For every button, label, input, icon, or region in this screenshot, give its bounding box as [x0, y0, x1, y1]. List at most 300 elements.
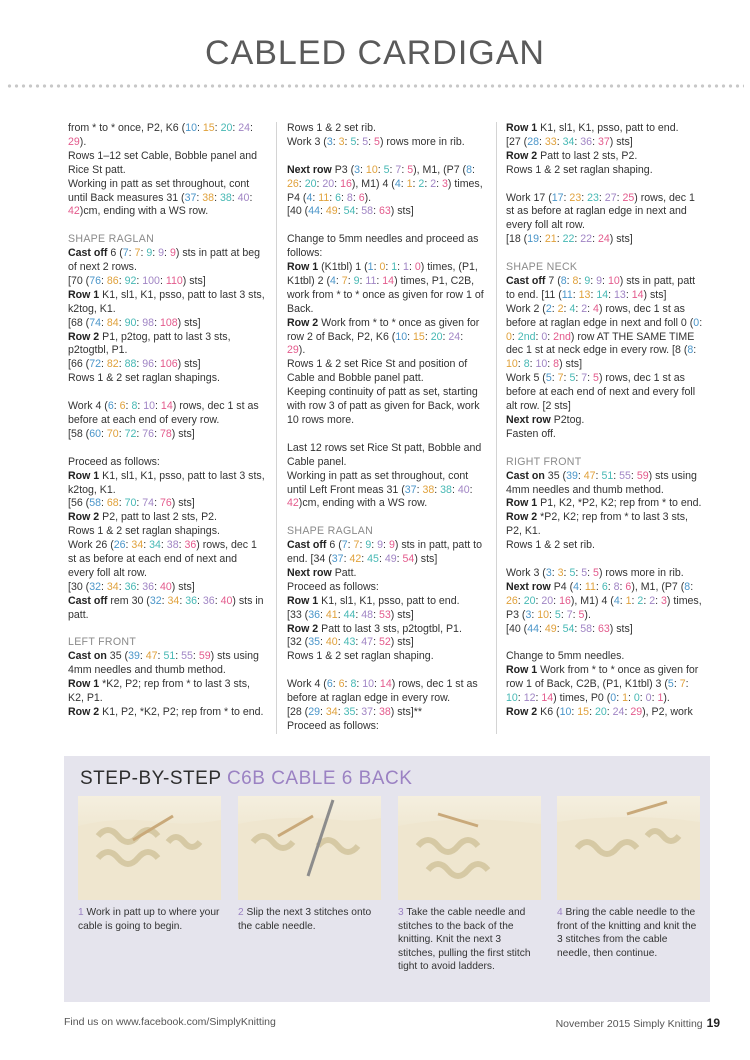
pattern-paragraph: Next row P3 (3: 10: 5: 7: 5), M1, (P7 (8: 26: 20: 20: 16), M1) 4 (4: 1: 2: 2: 3) times, P4 (4: 11: 6: 8: 6). [40 (44: 49: 54: 58: 63) sts] [287, 163, 483, 218]
size-value: 5 [350, 135, 357, 148]
size-value: 7 [566, 608, 573, 621]
size-value: 14 [596, 288, 609, 301]
size-value: 5 [667, 678, 674, 691]
size-value: 15 [577, 705, 590, 718]
size-value: 26 [113, 539, 126, 552]
size-value: 1 [367, 261, 374, 274]
page-title: CABLED CARDIGAN [205, 34, 545, 72]
size-value: 36 [184, 539, 197, 552]
section-heading: RIGHT FRONT [506, 455, 582, 468]
size-value: 2 [430, 177, 437, 190]
size-value: 70 [124, 497, 137, 510]
size-value: 26 [506, 594, 518, 607]
size-value: 2nd [517, 330, 536, 343]
size-value: 35 [308, 636, 320, 649]
bold-label: Row 2 [506, 149, 538, 162]
size-value: 10 [143, 400, 156, 413]
bold-label: Row 1 [506, 664, 538, 677]
size-value: 9 [365, 539, 372, 552]
size-value: 1 [625, 594, 632, 607]
size-value: 47 [583, 469, 596, 482]
step-2 [238, 796, 381, 933]
bold-label: Row 1 [68, 469, 100, 482]
size-value: 3 [338, 135, 345, 148]
size-value: 10 [535, 358, 548, 371]
size-value: 44 [343, 608, 356, 621]
size-value: 9 [146, 247, 153, 260]
size-value: 23 [587, 191, 599, 204]
section-heading: SHAPE RAGLAN [287, 525, 374, 538]
step-1-caption [78, 906, 221, 933]
size-value: 5 [581, 566, 588, 579]
size-value: 4 [569, 302, 576, 315]
size-value: 3 [545, 566, 552, 579]
bold-label: Row 1 [68, 678, 100, 691]
size-value: 2 [581, 302, 588, 315]
size-value: 4 [306, 191, 313, 204]
size-value: 10 [185, 122, 197, 134]
size-value: 58 [580, 622, 593, 635]
step-1-photo [78, 796, 221, 900]
pattern-paragraph: RIGHT FRONT Cast on 35 (39: 47: 51: 55: 59) sts using 4mm needles and thumb method. Row 1 P1, K2, *P2, K2; rep from * to end. Row 2 *P2, K2; rep from * to last 3 sts, P2, K1. Rows 1 & 2 set rib. [506, 455, 702, 552]
size-value: 10 [506, 358, 518, 371]
size-value: 96 [142, 358, 155, 371]
bold-label: Next row [287, 163, 332, 176]
bold-label: Cast on [68, 650, 107, 663]
size-value: 0 [693, 316, 700, 329]
size-value: 24 [238, 122, 251, 134]
size-value: 5 [593, 566, 599, 579]
size-value: 5 [362, 135, 369, 148]
size-value: 6 [338, 678, 345, 691]
size-value: 110 [165, 274, 183, 287]
column-divider [276, 122, 277, 734]
size-value: 34 [149, 539, 161, 552]
size-value: 4 [613, 594, 620, 607]
size-value: 28 [527, 135, 539, 148]
size-value: 36 [185, 594, 197, 607]
size-value: 76 [142, 427, 155, 440]
size-value: 10 [362, 678, 375, 691]
size-value: 7 [557, 372, 564, 385]
pattern-paragraph: Work 4 (6: 6: 8: 10: 14) rows, dec 1 st as before at raglan edge in every row. [28 (29: 34: 35: 37: 38) sts]** Proceed as follows: [287, 678, 478, 732]
size-value: 3 [354, 163, 361, 176]
size-value: 49 [325, 205, 338, 218]
size-value: 10 [365, 163, 378, 176]
size-value: 100 [142, 274, 160, 287]
size-value: 0 [414, 261, 421, 274]
pattern-paragraph: SHAPE RAGLAN Cast off 6 (7: 7: 9: 9: 9) sts in patt, patt to end. [34 (37: 42: 45: 49: 54) sts] Next row Patt. Proceed as follows: Row 1 K1, sl1, K1, psso, patt to end. [33 (36: 41: 44: 48: 53) sts] Row 2 Patt to last 3 sts, p2togtbl, P1. [32 (35: 40: 43: 47: 52) sts] Rows 1 & 2 set raglan shaping. [287, 525, 482, 663]
bold-label: Cast off [287, 539, 327, 552]
footer-facebook-text: Find us on www.facebook.com/SimplyKnitting [64, 1016, 276, 1028]
size-value: 13 [614, 288, 626, 301]
size-value: 72 [124, 427, 137, 440]
size-value: 4 [329, 274, 336, 287]
step-by-step-heading: STEP-BY-STEP [80, 768, 222, 789]
size-value: 106 [159, 358, 178, 371]
size-value: 9 [158, 247, 165, 260]
size-value: 38 [219, 191, 232, 204]
size-value: 22 [562, 233, 575, 246]
size-value: 34 [562, 135, 575, 148]
size-value: 35 [343, 705, 356, 718]
size-value: 86 [106, 274, 119, 287]
step-3-caption [398, 906, 541, 974]
pattern-paragraph: SHAPE RAGLAN Cast off 6 (7: 7: 9: 9: 9) sts in patt at beg of next 2 rows. [70 (76: 86: 92: 100: 110) sts] Row 1 K1, sl1, K1, psso, patt to last 3 sts, k2tog, K1. [68 (74: 84: 90: 98: 108) sts] Row 2 P1, p2tog, patt to last 3 sts, p2togtbl, P1. [66 (72: 82: 88: 96: 106) sts] Rows 1 & 2 set raglan shapings. [68, 233, 265, 385]
size-value: 54 [562, 622, 575, 635]
size-value: 11 [365, 274, 377, 287]
size-value: 60 [89, 427, 101, 440]
size-value: 11 [561, 288, 573, 301]
size-value: 55 [181, 650, 193, 663]
size-value: 37 [404, 483, 417, 496]
size-value: 1 [403, 261, 409, 274]
size-value: 4 [394, 177, 401, 190]
size-value: 14 [541, 692, 554, 705]
size-value: 29 [630, 705, 643, 718]
size-value: 6 [119, 400, 126, 413]
size-value: 9 [388, 539, 395, 552]
size-value: 34 [325, 705, 338, 718]
size-value: 6 [326, 678, 333, 691]
size-value: 14 [160, 400, 173, 413]
size-value: 8 [687, 344, 694, 357]
size-value: 2 [649, 594, 656, 607]
size-value: 59 [198, 650, 211, 663]
size-value: 0 [379, 261, 386, 274]
step-text: Slip the next 3 stitches onto the cable needle. [238, 907, 372, 932]
size-value: 68 [106, 497, 119, 510]
size-value: 8 [572, 274, 579, 287]
size-value: 5 [383, 163, 390, 176]
size-value: 43 [343, 636, 356, 649]
size-value: 52 [378, 636, 391, 649]
step-4 [557, 796, 700, 960]
pattern-paragraph: Rows 1 & 2 set rib. Work 3 (3: 3: 5: 5: 5) rows more in rib. [287, 122, 465, 148]
size-value: 88 [124, 358, 137, 371]
dotted-divider [6, 84, 744, 88]
step-3 [398, 796, 541, 974]
size-value: 0 [541, 330, 548, 343]
size-value: 1 [406, 177, 413, 190]
size-value: 10 [559, 705, 572, 718]
step-text: Take the cable needle and stitches to the back of the knitting. Knit the next 3 stitches, pulling the first stitch tight to avoid ladders. [398, 907, 531, 973]
size-value: 49 [544, 622, 557, 635]
size-value: 38 [440, 483, 452, 496]
size-value: 8 [613, 580, 620, 593]
size-value: 3 [326, 135, 333, 148]
size-value: 0 [610, 692, 617, 705]
step-number: 1 [78, 907, 84, 918]
size-value: 51 [601, 469, 614, 482]
pattern-paragraph: LEFT FRONT Cast on 35 (39: 47: 51: 55: 59) sts using 4mm needles and thumb method. Row 1 *K2, P2; rep from * to last 3 sts, K2, P1. Row 2 K1, P2, *K2, P2; rep from * to end. [68, 636, 264, 718]
size-value: 7 [395, 163, 402, 176]
size-value: 6 [625, 580, 632, 593]
size-value: 37 [184, 191, 197, 204]
size-value: 6 [601, 580, 608, 593]
column-divider [496, 122, 497, 734]
step-by-step-subtitle: C6B CABLE 6 BACK [226, 768, 413, 789]
size-value: 20 [220, 122, 233, 134]
bold-label: Row 2 [287, 316, 319, 329]
size-value: 33 [544, 135, 557, 148]
size-value: 7 [134, 247, 141, 260]
bold-label: Next row [506, 414, 551, 426]
step-text: Bring the cable needle to the front of the knitting and knit the 3 stitches from the cable needle, then continue. [557, 907, 697, 959]
size-value: 37 [331, 553, 344, 566]
size-value: 59 [636, 469, 649, 482]
size-value: 1 [391, 261, 398, 274]
size-value: 0 [645, 692, 652, 705]
size-value: 5 [569, 566, 576, 579]
size-value: 98 [142, 316, 155, 329]
size-value: 7 [341, 539, 348, 552]
size-value: 8 [684, 580, 691, 593]
bold-label: Cast off [68, 247, 108, 260]
size-value: 4 [573, 580, 580, 593]
size-value: 2 [418, 177, 425, 190]
size-value: 63 [378, 205, 391, 218]
size-value: 39 [128, 650, 140, 663]
step-4-caption [557, 906, 700, 960]
size-value: 36 [124, 580, 137, 593]
size-value: 36 [202, 594, 215, 607]
bold-label: Row 2 [287, 622, 319, 635]
size-value: 49 [384, 553, 397, 566]
size-value: 42 [287, 497, 299, 510]
bold-label: Row 1 [506, 122, 538, 134]
size-value: 24 [612, 705, 625, 718]
pattern-paragraph: Change to 5mm needles. Row 1 Work from * to * once as given for row 1 of Back, C2B, (P1, K1tbl) 3 (5: 7: 10: 12: 14) times, P0 (0: 1: 0: 0: 1). Row 2 K6 (10: 15: 20: 24: 29), P2, work [506, 650, 699, 718]
size-value: 37 [597, 135, 610, 148]
pattern-paragraph: Row 1 K1, sl1, K1, psso, patt to end. [27 (28: 33: 34: 36: 37) sts] Row 2 Patt to last 2 sts, P2. Rows 1 & 2 set raglan shaping. [506, 122, 679, 176]
size-value: 40 [237, 191, 250, 204]
size-value: 5 [374, 135, 380, 148]
size-value: 58 [89, 497, 101, 510]
size-value: 8 [350, 678, 357, 691]
size-value: 11 [318, 191, 330, 204]
step-by-step-title [80, 768, 412, 790]
size-value: 20 [430, 330, 443, 343]
size-value: 14 [379, 678, 392, 691]
size-value: 7 [679, 678, 686, 691]
size-value: 34 [131, 539, 144, 552]
size-value: 36 [308, 608, 320, 621]
size-value: 8 [131, 400, 138, 413]
bold-label: Row 2 [68, 511, 100, 524]
size-value: 40 [159, 580, 172, 593]
size-value: 5 [578, 608, 585, 621]
size-value: 40 [457, 483, 470, 496]
size-value: 10 [537, 608, 550, 621]
size-value: 48 [361, 608, 374, 621]
size-value: 51 [163, 650, 176, 663]
bold-label: Row 1 [287, 594, 319, 607]
size-value: 16 [340, 177, 352, 190]
size-value: 63 [597, 622, 610, 635]
size-value: 14 [631, 288, 644, 301]
size-value: 20 [322, 177, 335, 190]
size-value: 40 [220, 594, 233, 607]
size-value: 20 [304, 177, 317, 190]
size-value: 82 [106, 358, 119, 371]
size-value: 5 [569, 372, 576, 385]
size-value: 29 [68, 135, 80, 148]
size-value: 5 [407, 163, 414, 176]
size-value: 7 [581, 372, 588, 385]
size-value: 21 [544, 233, 557, 246]
size-value: 11 [584, 580, 596, 593]
size-value: 90 [124, 316, 137, 329]
size-value: 55 [619, 469, 631, 482]
size-value: 7 [122, 247, 129, 260]
pattern-paragraph: Last 12 rows set Rice St patt, Bobble and Cable panel. Working in patt as set throughout, cont until Left Front meas 31 (37: 38: 38: 40: 42)cm, ending with a WS row. [287, 441, 482, 510]
size-value: 9 [353, 274, 360, 287]
step-3-photo [398, 796, 541, 900]
pattern-paragraph: SHAPE NECK Cast off 7 (8: 8: 9: 9: 10) sts in patt, patt to end. [11 (11: 13: 14: 13: 14) sts] Work 2 (2: 2: 4: 2: 4) rows, dec 1 st as before at raglan edge in next and foll 0 (0: 0: 2nd: 0: 2nd) row AT THE SAME TIME dec 1 st at neck edge in every row. [8 (8: 10: 8: 10: 8) sts] Work 5 (5: 7: 5: 7: 5) rows, dec 1 st as before at each end of next and every foll alt row. [2 sts] Next row P2tog. Fasten off. [506, 261, 703, 440]
size-value: 39 [566, 469, 578, 482]
size-value: 9 [596, 274, 603, 287]
size-value: 20 [594, 705, 607, 718]
bold-label: Next row [506, 580, 551, 593]
size-value: 17 [551, 191, 564, 204]
size-value: 32 [89, 580, 101, 593]
size-value: 47 [361, 636, 374, 649]
size-value: 37 [361, 705, 374, 718]
size-value: 8 [553, 358, 560, 371]
step-by-step-panel [64, 756, 710, 1002]
pattern-paragraph: from * to * once, P2, K6 (10: 15: 20: 24: 29). Rows 1–12 set Cable, Bobble panel and Rice St patt. Working in patt as set throughout, cont until Back measures 31 (37: 38: 38: 40: 42)cm, ending with a WS row. [68, 122, 258, 218]
step-2-caption [238, 906, 381, 933]
bold-label: Next row [287, 566, 332, 579]
size-value: 10 [395, 330, 408, 343]
size-value: 38 [202, 191, 215, 204]
size-value: 2 [545, 302, 552, 315]
bold-label: Cast off [506, 274, 546, 287]
size-value: 2 [637, 594, 644, 607]
size-value: 92 [124, 274, 137, 287]
size-value: 8 [466, 163, 472, 176]
size-value: 9 [377, 539, 384, 552]
section-heading: SHAPE RAGLAN [68, 233, 155, 246]
size-value: 108 [159, 316, 178, 329]
size-value: 36 [142, 580, 155, 593]
size-value: 20 [541, 594, 554, 607]
size-value: 5 [545, 372, 552, 385]
size-value: 42 [68, 205, 80, 218]
size-value: 44 [527, 622, 539, 635]
size-value: 14 [382, 274, 395, 287]
size-value: 8 [346, 191, 353, 204]
size-value: 45 [367, 553, 379, 566]
size-value: 78 [159, 427, 172, 440]
size-value: 54 [343, 205, 356, 218]
size-value: 5 [554, 608, 561, 621]
pattern-paragraph: Proceed as follows: Row 1 K1, sl1, K1, psso, patt to last 3 sts, k2tog, K1. [56 (58: 68: 70: 74: 76) sts] Row 2 P2, patt to last 2 sts, P2. Rows 1 & 2 set raglan shapings. Work 26 (26: 34: 34: 38: 36) rows, dec 1 st as before at each end of next and every foll alt row. [30 (32: 34: 36: 36: 40) sts] Cast off rem 30 (32: 34: 36: 36: 40) sts in patt. [68, 455, 265, 621]
bold-label: Cast on [506, 469, 545, 482]
size-value: 26 [287, 177, 299, 190]
size-value: 27 [604, 191, 617, 204]
size-value: 0 [633, 692, 640, 705]
step-number: 3 [398, 907, 404, 918]
section-heading: SHAPE NECK [506, 261, 578, 274]
page-number: 19 [706, 1016, 720, 1030]
bold-label: Row 1 [506, 497, 538, 510]
size-value: 8 [560, 274, 567, 287]
size-value: 47 [145, 650, 158, 663]
size-value: 7 [341, 274, 348, 287]
step-4-photo [557, 796, 700, 900]
size-value: 41 [325, 608, 338, 621]
size-value: 38 [166, 539, 179, 552]
pattern-paragraph: Work 4 (6: 6: 8: 10: 14) rows, dec 1 st as before at each end of every row. [58 (60: 70: 72: 76: 78) sts] [68, 400, 259, 440]
size-value: 29 [287, 344, 299, 357]
size-value: 9 [584, 274, 591, 287]
size-value: 3 [525, 608, 532, 621]
footer-issue-text: November 2015 Simply Knitting [555, 1018, 703, 1030]
size-value: 84 [106, 316, 119, 329]
bold-label: Row 2 [506, 511, 538, 524]
bold-label: Cast off [68, 594, 108, 607]
size-value: 24 [597, 233, 610, 246]
size-value: 15 [413, 330, 425, 343]
size-value: 29 [308, 705, 320, 718]
size-value: 3 [661, 594, 667, 607]
size-value: 5 [593, 372, 599, 385]
size-value: 3 [557, 566, 564, 579]
size-value: 20 [523, 594, 536, 607]
size-value: 25 [622, 191, 635, 204]
size-value: 15 [202, 122, 215, 134]
size-value: 44 [308, 205, 320, 218]
bold-label: Row 2 [68, 706, 100, 718]
bold-label: Row 2 [68, 330, 100, 343]
size-value: 70 [106, 427, 119, 440]
size-value: 3 [442, 177, 448, 190]
size-value: 10 [607, 274, 620, 287]
size-value: 24 [448, 330, 461, 343]
pattern-paragraph: Change to 5mm needles and proceed as follows: Row 1 (K1tbl) 1 (1: 0: 1: 1: 0) times, (P1, K1tbl) 2 (4: 7: 9: 11: 14) times, P1, C2B, work from * to * once as given for row 1 of Back. Row 2 Work from * to * once as given for row 2 of Back, P2, K6 (10: 15: 20: 24: 29). Rows 1 & 2 set Rice St and position of Cable and Bobble panel patt. Keeping continuity of patt as set, starting with row 3 of patt as given for Back, work 10 rows more. [287, 233, 484, 426]
size-value: 7 [353, 539, 360, 552]
size-value: 2 [557, 302, 564, 315]
size-value: 0 [506, 330, 512, 343]
size-value: 1 [657, 692, 664, 705]
size-value: 22 [580, 233, 593, 246]
footer-issue [556, 1016, 720, 1030]
step-1 [78, 796, 221, 933]
size-value: 13 [578, 288, 591, 301]
size-value: 8 [523, 358, 530, 371]
size-value: 74 [89, 316, 101, 329]
bold-label: Row 2 [506, 705, 538, 718]
size-value: 6 [335, 191, 342, 204]
size-value: 76 [159, 497, 172, 510]
size-value: 9 [169, 247, 176, 260]
size-value: 32 [149, 594, 162, 607]
text-column-3 [506, 122, 703, 734]
size-value: 23 [569, 191, 582, 204]
size-value: 38 [378, 705, 391, 718]
size-value: 16 [559, 594, 571, 607]
text-column-1 [68, 122, 265, 734]
size-value: 58 [361, 205, 374, 218]
size-value: 54 [402, 553, 415, 566]
step-number: 2 [238, 907, 244, 918]
bold-label: Row 1 [287, 261, 319, 274]
size-value: 12 [523, 692, 536, 705]
pattern-paragraph: Work 3 (3: 3: 5: 5: 5) rows more in rib. Next row P4 (4: 11: 6: 8: 6), M1, (P7 (8: 26: 20: 20: 16), M1) 4 (4: 1: 2: 2: 3) times, P3 (3: 10: 5: 7: 5). [40 (44: 49: 54: 58: 63) sts] [506, 566, 702, 635]
step-2-photo [238, 796, 381, 900]
